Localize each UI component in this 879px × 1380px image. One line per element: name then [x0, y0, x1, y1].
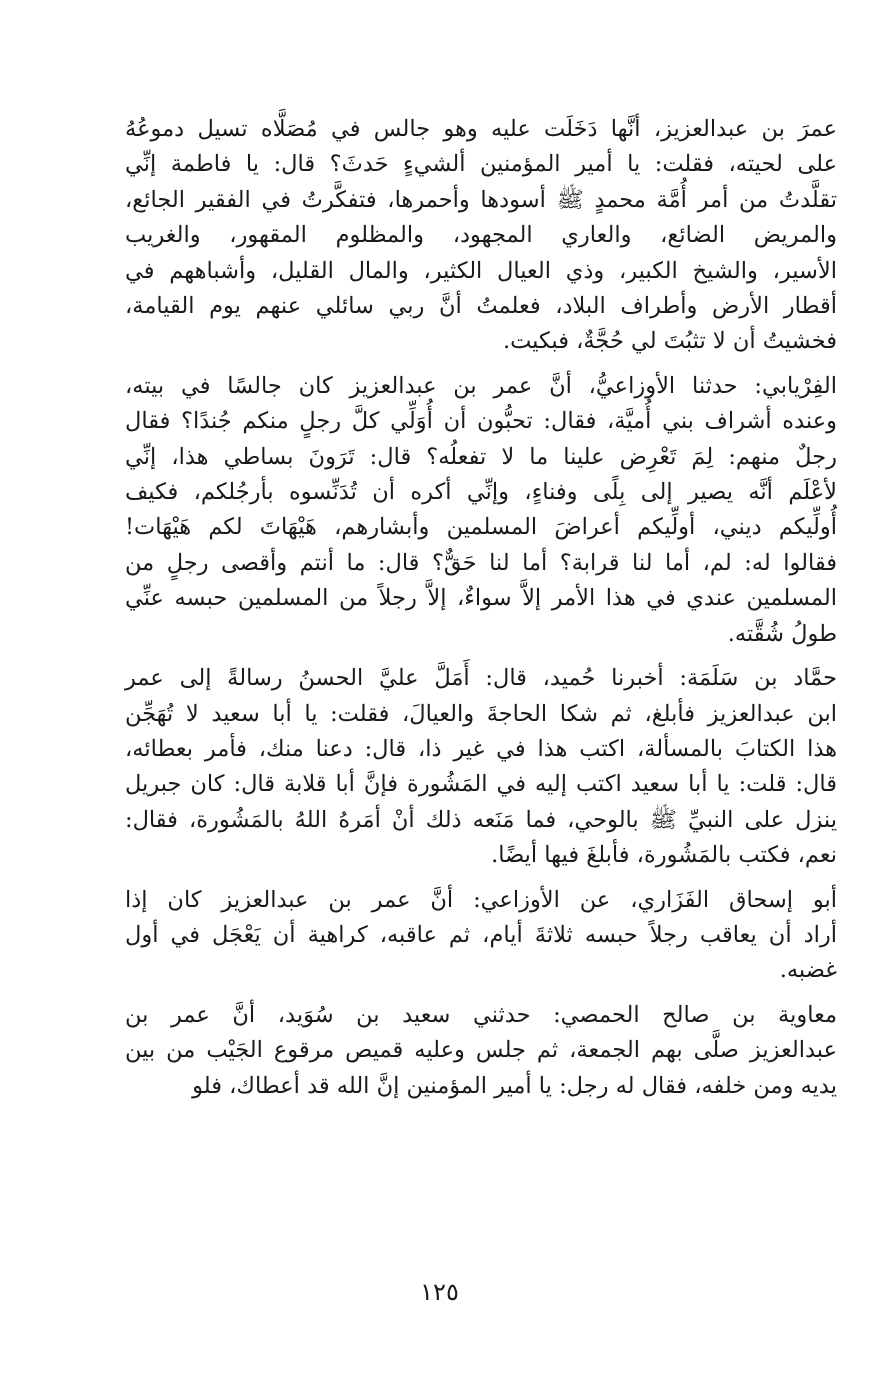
- text-line: الأسير، والشيخ الكبير، وذي العيال الكثير، والمال القليل، وأشباههم في: [125, 257, 837, 284]
- paragraph: [125, 369, 837, 652]
- text-line: وعنده أشراف بني أُميَّة، فقال: تحبُّون أن أُوَلِّي كلَّ رجلٍ منكم جُندًا؟ فقال: [125, 408, 837, 435]
- paragraph: [125, 883, 837, 989]
- text-line: عمرَ بن عبدالعزيز، أنَّها دَخَلَت عليه وهو جالس في مُصَلَّاه تسيل دموعُهُ: [125, 116, 837, 142]
- text-line: أقطار الأرض وأطراف البلاد، فعلمتُ أنَّ ربي سائلي عنهم يوم القيامة،: [125, 293, 837, 320]
- text-line: أُولِّيكم ديني، أولِّيكم أعراضَ المسلمين وأبشارهم، هَيْهَاتَ لكم هَيْهَات!: [125, 514, 837, 541]
- page-number: ١٢٥: [420, 1278, 459, 1306]
- text-line: حمَّاد بن سَلَمَة: أخبرنا حُميد، قال: أَمَلَّ عليَّ الحسنُ رسالةً إلى عمر: [125, 665, 837, 692]
- text-line: طولُ شُقَّته.: [727, 620, 837, 647]
- paragraph: [125, 112, 837, 360]
- text-line: ابن عبدالعزيز فأبلغ، ثم شكا الحاجةَ والعيالَ، فقلت: يا أبا سعيد لا تُهَجِّن: [125, 700, 837, 727]
- text-line: المسلمين عندي في هذا الأمر إلاَّ سواءٌ، إلاَّ رجلاً من المسلمين حبسه عنِّي: [125, 585, 837, 612]
- text-line: غضبه.: [779, 957, 837, 984]
- text-line: تقلَّدتُ من أمر أُمَّة محمدٍ ﷺ أسودها وأحمرها، فتفكَّرتُ في الفقير الجائع،: [125, 186, 837, 213]
- paragraph: [125, 661, 837, 873]
- text-line: أراد أن يعاقب رجلاً حبسه ثلاثةَ أيام، ثم عاقبه، كراهية أن يَعْجَل في أول: [125, 921, 837, 948]
- text-line: فخشيتُ أن لا تثبُتَ لي حُجَّةٌ، فبكيت.: [502, 328, 837, 355]
- text-line: على لحيته، فقلت: يا أمير المؤمنين ألشيءٍ حَدثَ؟ قال: يا فاطمة إنِّي: [125, 151, 837, 178]
- text-line: والمريض الضائع، والعاري المجهود، والمظلوم المقهور، والغريب: [125, 222, 837, 249]
- text-line: هذا الكتابَ بالمسألة، اكتب هذا في غير ذا، قال: دعنا منك، فأمر بعطائه،: [125, 735, 837, 762]
- text-line: معاوية بن صالح الحمصي: حدثني سعيد بن سُوَيد، أنَّ عمر بن: [125, 1001, 837, 1028]
- text-line: يديه ومن خلفه، فقال له رجل: يا أمير المؤمنين إنَّ الله قد أعطاك، فلو: [192, 1072, 837, 1099]
- text-line: فقالوا له: لم، أما لنا قرابة؟ أما لنا حَقٌّ؟ قال: ما أنتم وأقصى رجلٍ من: [125, 549, 837, 576]
- text-line: أبو إسحاق الفَزَاري، عن الأوزاعي: أنَّ عمر بن عبدالعزيز كان إذا: [125, 886, 837, 913]
- text-line: لأعْلَم أنَّه يصير إلى بِلًى وفناءٍ، وإنِّي أكره أن تُدَنِّسوه بأرجُلكم، فكيف: [125, 479, 837, 506]
- text-line: نعم، فكتب بالمَشُورة، فأبلغَ فيها أيضًا.: [491, 842, 837, 869]
- page-body-text: [125, 112, 837, 1104]
- text-line: الفِرْيابي: حدثنا الأوزاعيُّ، أنَّ عمر بن عبدالعزيز كان جالسًا في بيته،: [125, 372, 837, 399]
- text-line: رجلٌ منهم: لِمَ تَعْرِض علينا ما لا تفعلُه؟ قال: تَرَونَ بساطي هذا، إنِّي: [125, 443, 837, 470]
- paragraph: [125, 998, 837, 1104]
- text-line: قال: قلت: يا أبا سعيد اكتب إليه في المَشُورة فإنَّ أبا قلابة قال: كان جبريل: [125, 771, 837, 798]
- text-line: عبدالعزيز صلَّى بهم الجمعة، ثم جلس وعليه قميص مرقوع الجَيْب من بين: [125, 1037, 837, 1064]
- text-line: ينزل على النبيِّ ﷺ بالوحي، فما مَنَعه ذلك أنْ أمَرهُ اللهُ بالمَشُورة، فقال:: [125, 806, 837, 833]
